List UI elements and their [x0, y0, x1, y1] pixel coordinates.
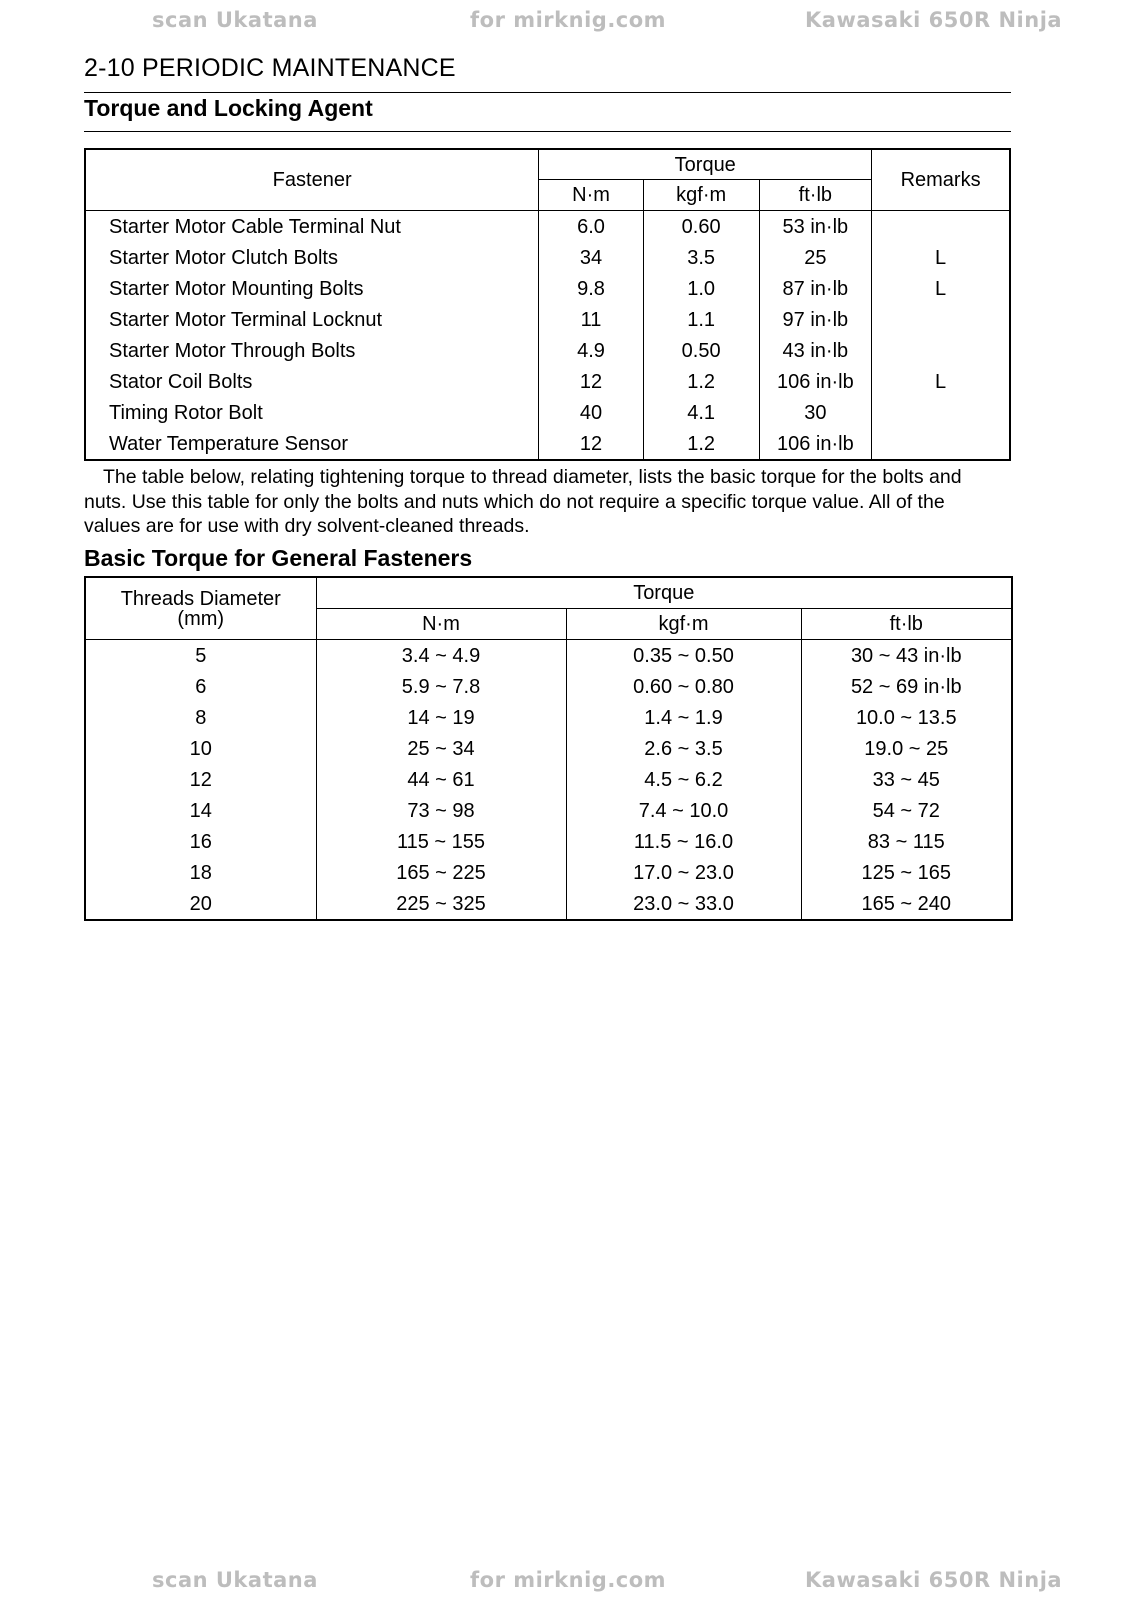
- torque-kgfm: 7.4 ~ 10.0: [566, 795, 801, 826]
- torque-kgfm: 1.1: [643, 304, 759, 335]
- remarks: [872, 397, 1010, 428]
- torque-ftlb: 52 ~ 69 in·lb: [801, 671, 1012, 702]
- torque-nm: 73 ~ 98: [316, 795, 566, 826]
- torque-nm: 25 ~ 34: [316, 733, 566, 764]
- thread-diameter: 5: [85, 640, 316, 672]
- watermark-model: Kawasaki 650R Ninja: [805, 8, 1063, 32]
- torque-ftlb: 87 in·lb: [759, 273, 872, 304]
- thread-diameter: 8: [85, 702, 316, 733]
- fastener-name: Timing Rotor Bolt: [85, 397, 539, 428]
- remarks: L: [872, 273, 1010, 304]
- header-fastener: Fastener: [85, 149, 539, 211]
- basic-torque-table: [84, 576, 1013, 921]
- thread-diameter: 10: [85, 733, 316, 764]
- torque-nm: 12: [539, 428, 643, 460]
- remarks: [872, 335, 1010, 366]
- torque-ftlb: 97 in·lb: [759, 304, 872, 335]
- header-threads-diameter: [85, 577, 316, 640]
- torque-nm: 165 ~ 225: [316, 857, 566, 888]
- torque-kgfm: 23.0 ~ 33.0: [566, 888, 801, 920]
- torque-kgfm: 2.6 ~ 3.5: [566, 733, 801, 764]
- torque-kgfm: 0.60: [643, 211, 759, 243]
- table-row: [85, 335, 1010, 366]
- torque-ftlb: 54 ~ 72: [801, 795, 1012, 826]
- torque-nm: 12: [539, 366, 643, 397]
- torque-nm: 6.0: [539, 211, 643, 243]
- torque-ftlb: 30 ~ 43 in·lb: [801, 640, 1012, 672]
- header-unit-nm: N·m: [316, 609, 566, 640]
- thread-diameter: 6: [85, 671, 316, 702]
- thread-diameter: 18: [85, 857, 316, 888]
- table-row: [85, 671, 1012, 702]
- table-row: [85, 826, 1012, 857]
- paragraph-line: nuts. Use this table for only the bolts and nuts which do not require a specific torque value. All of the: [84, 490, 945, 513]
- torque-ftlb: 83 ~ 115: [801, 826, 1012, 857]
- fastener-name: Starter Motor Clutch Bolts: [85, 242, 539, 273]
- torque-kgfm: 1.0: [643, 273, 759, 304]
- torque-nm: 11: [539, 304, 643, 335]
- watermark-scanner: scan Ukatana: [152, 8, 318, 32]
- fastener-name: Stator Coil Bolts: [85, 366, 539, 397]
- table-row: [85, 640, 1012, 672]
- table-row: [85, 702, 1012, 733]
- torque-nm: 115 ~ 155: [316, 826, 566, 857]
- header-torque: Torque: [539, 149, 872, 180]
- torque-locking-table: [84, 148, 1011, 461]
- table-row: [85, 211, 1010, 243]
- table-row: [85, 888, 1012, 920]
- table-row: [85, 795, 1012, 826]
- watermark-site: for mirknig.com: [470, 8, 667, 32]
- torque-nm: 9.8: [539, 273, 643, 304]
- fastener-name: Starter Motor Through Bolts: [85, 335, 539, 366]
- torque-kgfm: 1.2: [643, 366, 759, 397]
- paragraph-line: values are for use with dry solvent-cleaned threads.: [84, 515, 530, 537]
- table-row: [85, 428, 1010, 460]
- table-row: [85, 366, 1010, 397]
- torque-nm: 44 ~ 61: [316, 764, 566, 795]
- thread-diameter: 14: [85, 795, 316, 826]
- header-threads-diameter-label: Threads Diameter: [120, 587, 281, 610]
- torque-kgfm: 17.0 ~ 23.0: [566, 857, 801, 888]
- fastener-name: Starter Motor Mounting Bolts: [85, 273, 539, 304]
- remarks: L: [872, 242, 1010, 273]
- torque-nm: 14 ~ 19: [316, 702, 566, 733]
- torque-ftlb: 30: [759, 397, 872, 428]
- fastener-name: Starter Motor Terminal Locknut: [85, 304, 539, 335]
- title-rule: [84, 92, 1011, 93]
- table-row: [85, 397, 1010, 428]
- watermark-model-footer: Kawasaki 650R Ninja: [805, 1568, 1063, 1592]
- watermark-scanner-footer: scan Ukatana: [152, 1568, 318, 1592]
- torque-kgfm: 0.60 ~ 0.80: [566, 671, 801, 702]
- header-unit-kgfm: kgf·m: [566, 609, 801, 640]
- torque-kgfm: 4.1: [643, 397, 759, 428]
- torque-ftlb: 106 in·lb: [759, 366, 872, 397]
- basic-torque-title: Basic Torque for General Fasteners: [84, 545, 473, 571]
- remarks: L: [872, 366, 1010, 397]
- table-row: [85, 857, 1012, 888]
- remarks: [872, 304, 1010, 335]
- torque-kgfm: 11.5 ~ 16.0: [566, 826, 801, 857]
- thread-diameter: 12: [85, 764, 316, 795]
- torque-ftlb: 106 in·lb: [759, 428, 872, 460]
- torque-ftlb: 10.0 ~ 13.5: [801, 702, 1012, 733]
- header-unit-ftlb: ft·lb: [801, 609, 1012, 640]
- header-unit-ftlb: ft·lb: [759, 180, 872, 211]
- header-unit-kgfm: kgf·m: [643, 180, 759, 211]
- torque-kgfm: 1.4 ~ 1.9: [566, 702, 801, 733]
- table-row: [85, 242, 1010, 273]
- paragraph-line: The table below, relating tightening torque to thread diameter, lists the basic torque for the bolts and: [103, 466, 962, 488]
- torque-ftlb: 125 ~ 165: [801, 857, 1012, 888]
- table-row: [85, 764, 1012, 795]
- torque-nm: 3.4 ~ 4.9: [316, 640, 566, 672]
- table-row: [85, 733, 1012, 764]
- torque-nm: 5.9 ~ 7.8: [316, 671, 566, 702]
- torque-kgfm: 0.35 ~ 0.50: [566, 640, 801, 672]
- torque-kgfm: 4.5 ~ 6.2: [566, 764, 801, 795]
- explanatory-paragraph: [84, 465, 1011, 539]
- torque-ftlb: 33 ~ 45: [801, 764, 1012, 795]
- watermark-site-footer: for mirknig.com: [470, 1568, 667, 1592]
- table-row: [85, 304, 1010, 335]
- header-unit-nm: N·m: [539, 180, 643, 211]
- remarks: [872, 428, 1010, 460]
- torque-ftlb: 43 in·lb: [759, 335, 872, 366]
- torque-nm: 34: [539, 242, 643, 273]
- table-row: [85, 273, 1010, 304]
- header-threads-diameter-unit: (mm): [177, 607, 225, 630]
- remarks: [872, 211, 1010, 243]
- section-rule: [84, 131, 1011, 132]
- torque-ftlb: 165 ~ 240: [801, 888, 1012, 920]
- torque-nm: 225 ~ 325: [316, 888, 566, 920]
- header-torque: Torque: [316, 577, 1012, 609]
- section-title: Torque and Locking Agent: [84, 95, 373, 121]
- torque-ftlb: 19.0 ~ 25: [801, 733, 1012, 764]
- torque-ftlb: 25: [759, 242, 872, 273]
- fastener-name: Starter Motor Cable Terminal Nut: [85, 211, 539, 243]
- thread-diameter: 20: [85, 888, 316, 920]
- torque-kgfm: 0.50: [643, 335, 759, 366]
- torque-nm: 4.9: [539, 335, 643, 366]
- thread-diameter: 16: [85, 826, 316, 857]
- torque-kgfm: 1.2: [643, 428, 759, 460]
- torque-nm: 40: [539, 397, 643, 428]
- torque-ftlb: 53 in·lb: [759, 211, 872, 243]
- fastener-name: Water Temperature Sensor: [85, 428, 539, 460]
- torque-kgfm: 3.5: [643, 242, 759, 273]
- page-title: 2-10 PERIODIC MAINTENANCE: [84, 54, 456, 82]
- header-remarks: Remarks: [872, 149, 1010, 211]
